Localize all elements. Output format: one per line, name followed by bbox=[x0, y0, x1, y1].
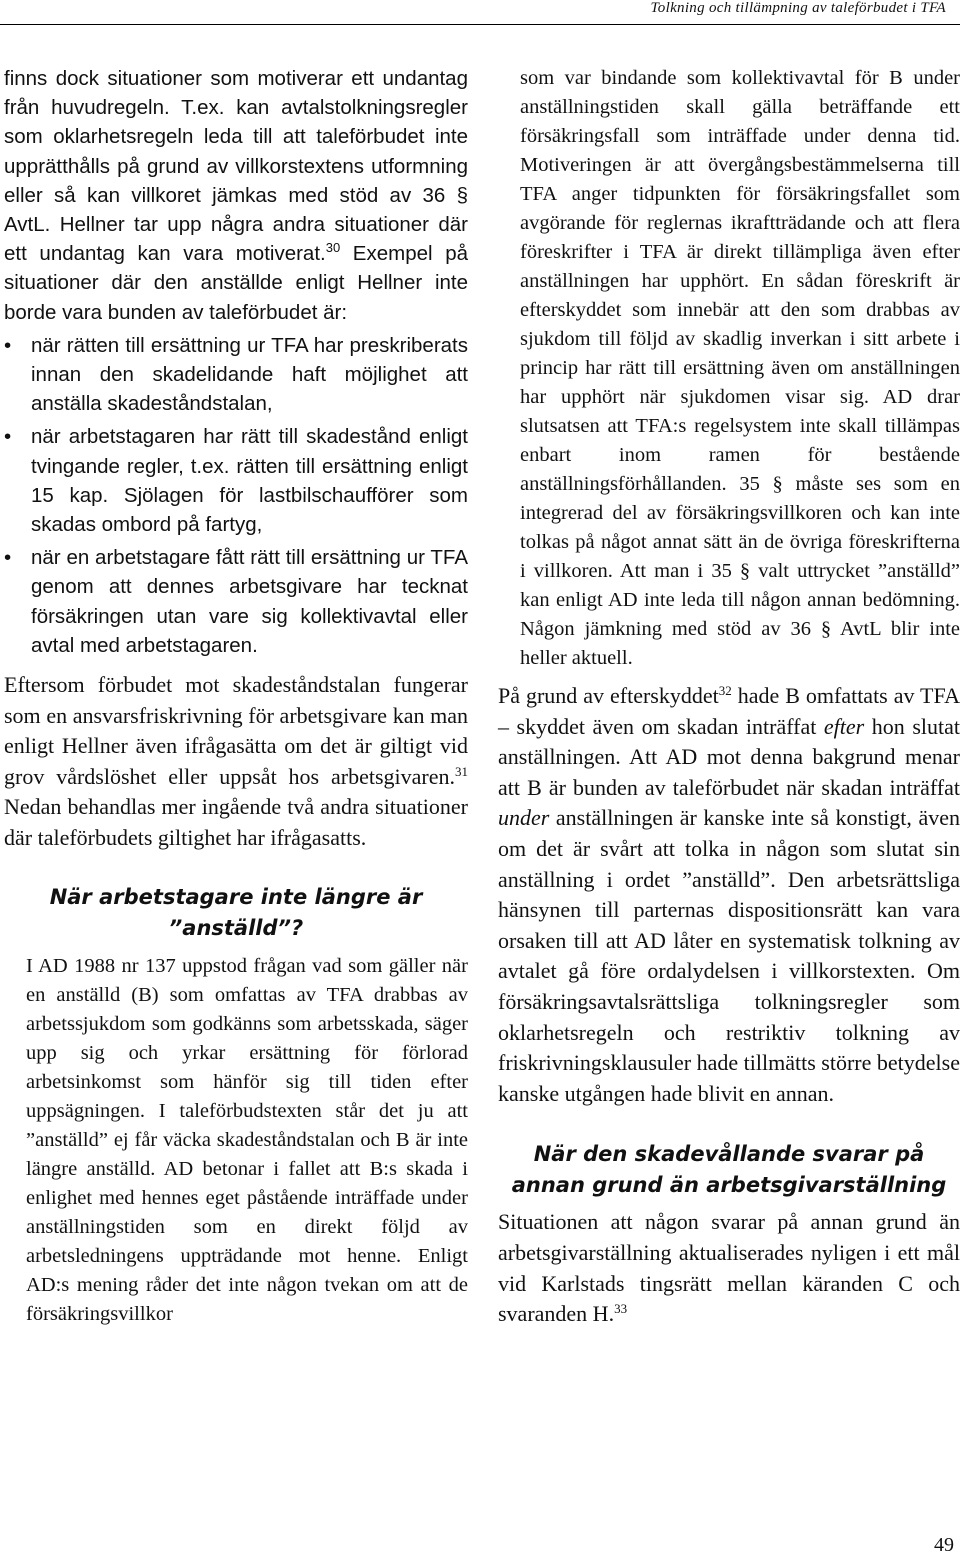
right-paragraph-2 bbox=[498, 681, 960, 1109]
right-p2-text: På grund av efterskyddet bbox=[498, 683, 719, 708]
left-paragraph-2 bbox=[4, 670, 468, 854]
left-p2-text: Eftersom förbudet mot skadeståndstalan fungerar som en ansvarsfriskrivning för arbetsgivare kan man enligt Hellner även ifrågasätta om det är giltigt vid grov vårdslöshet eller uppsåt hos arbetsgivaren. bbox=[4, 672, 468, 789]
right-p2-text-b: hade B omfattats av TFA – skyddet även om skadan inträffat bbox=[498, 683, 960, 739]
right-paragraph-1: som var bindande som kollektivavtal för B under anställningstiden skall gälla beträffande ett försäkringsfall som inträffade under denna tid. Motiveringen är att övergångsbestämmelserna till TFA anger tidpunkten för försäkringsfallet som avgörande för reglernas ikraftträdande och att flera föreskrifter i TFA är direkt tillämpliga även efter anställningen har upphört. En sådan föreskrift är efterskyddet som innebär att den som drabbas av sjukdom till följd av skadlig inverkan i sitt arbete i princip har rätt till ersättning även om anställningen har upphört när sjukdomen visar sig. AD drar slutsatsen att TFA:s regelsystem inte skall tillämpas enbart inom ramen för bestående anställningsförhållanden. 35 § måste ses som en integrerad del av försäkringsvillkoren och kan inte tolkas på något annat sätt än de övriga föreskrifterna i villkoren. Att man i 35 § valt uttrycket ”anställd” kan enligt AD inte leda till någon annan bedömning. Någon jämkning med stöd av 36 § AvtL blir inte heller aktuell. bbox=[520, 67, 960, 669]
left-p1-cont: Exempel på situationer där den anställde enligt Hellner inte borde vara bunden av taleförbudet är: bbox=[4, 242, 468, 324]
section-heading-anstalld: När arbetstagare inte längre är ”anställd”? bbox=[49, 884, 423, 940]
section-heading-annan-grund: När den skadevållande svarar på annan grund än arbetsgivarställning bbox=[511, 1142, 947, 1198]
left-column bbox=[4, 64, 468, 1329]
footnote-ref-32: 32 bbox=[718, 683, 732, 698]
list-item: • när en arbetstagare fått rätt till ersättning ur TFA genom att dennes arbetsgivare har tecknat försäkringen utan vare sig kollektivavtal eller avtal med arbetstagaren. bbox=[4, 543, 468, 660]
emphasis-under: under bbox=[498, 805, 550, 831]
left-paragraph-3: I AD 1988 nr 137 uppstod frågan vad som gäller när en anställd (B) som omfattas av TFA drabbas av arbetssjukdom som godkänns som arbetsskada, säger upp sig och yrkar ersättning för förlorad arbetsinkomst som hänför sig till tiden efter uppsägningen. I taleförbudstexten står det ju att ”anställd” ej får väcka skadeståndstalan och B är inte längre anställd. AD betonar i fallet att B:s skada i enlighet med hennes eget påstående inträffade under anställningstiden som en direkt följd av arbetsledningens uppträdande mot henne. Enligt AD:s mening råder det inte någon tvekan om att de försäkringsvillkor bbox=[26, 954, 468, 1325]
exception-list bbox=[4, 331, 468, 660]
footnote-ref-33: 33 bbox=[614, 1301, 628, 1317]
page-number: 49 bbox=[934, 1534, 954, 1556]
emphasis-efter: efter bbox=[823, 713, 865, 739]
right-p2-text-c: hon slutat anställningen. Att AD mot denna bakgrund menar att B är bunden av taleförbudet när skadan inträffat bbox=[498, 713, 960, 800]
running-header: Tolkning och tillämpning av taleförbudet i TFA bbox=[650, 0, 946, 16]
footnote-ref-30: 30 bbox=[325, 240, 341, 256]
right-p3-text: Situationen att någon svarar på annan grund än arbetsgivarställning aktualiserades nyligen i ett mål vid Karlstads tingsrätt mellan käranden C och svaranden H. bbox=[498, 1209, 960, 1327]
right-paragraph-3 bbox=[498, 1207, 960, 1329]
header-rule bbox=[0, 24, 960, 25]
left-p2-cont: Nedan behandlas mer ingående två andra situationer där taleförbudets giltighet har ifrågasatts. bbox=[4, 794, 468, 851]
footnote-ref-31: 31 bbox=[455, 763, 468, 779]
left-p1-text: finns dock situationer som motiverar ett undantag från huvudregeln. T.ex. kan avtalstolkningsregler som oklarhetsregeln leda till att taleförbudet inte upprätthålls på grund av villkorstextens utformning eller så kan villkoret jämkas med stöd av 36 § AvtL. Hellner tar upp några andra situationer där ett undantag kan vara motiverat. bbox=[4, 67, 468, 266]
right-p2-text-d: anställningen är kanske inte så konstigt, även om det är svårt att tolka in någon som slutat sin anställning i ordet ”anställd”. Den arbetsrättsliga hänsynen till parternas dispositionsrätt kan vara orsaken till att AD låter en systematisk tolkning av avtalet gå före ordalydelsen i villkorstexten. Om försäkringsavtalsrättsliga tolkningsregler som oklarhetsregeln och restriktiv tolkning av friskrivningsklausuler hade tillmätts större betydelse kanske utgången hade blivit en annan. bbox=[498, 805, 960, 1106]
right-column bbox=[498, 64, 960, 1330]
left-paragraph-1 bbox=[4, 64, 468, 327]
list-item: • när arbetstagaren har rätt till skadestånd enligt tvingande regler, t.ex. rätten till ersättning enligt 15 kap. Sjölagen för lastbilschaufförer som skadas ombord på fartyg, bbox=[4, 422, 468, 539]
list-item: • när rätten till ersättning ur TFA har preskriberats innan den skadelidande haft möjlighet att anställa skadeståndstalan, bbox=[4, 331, 468, 419]
